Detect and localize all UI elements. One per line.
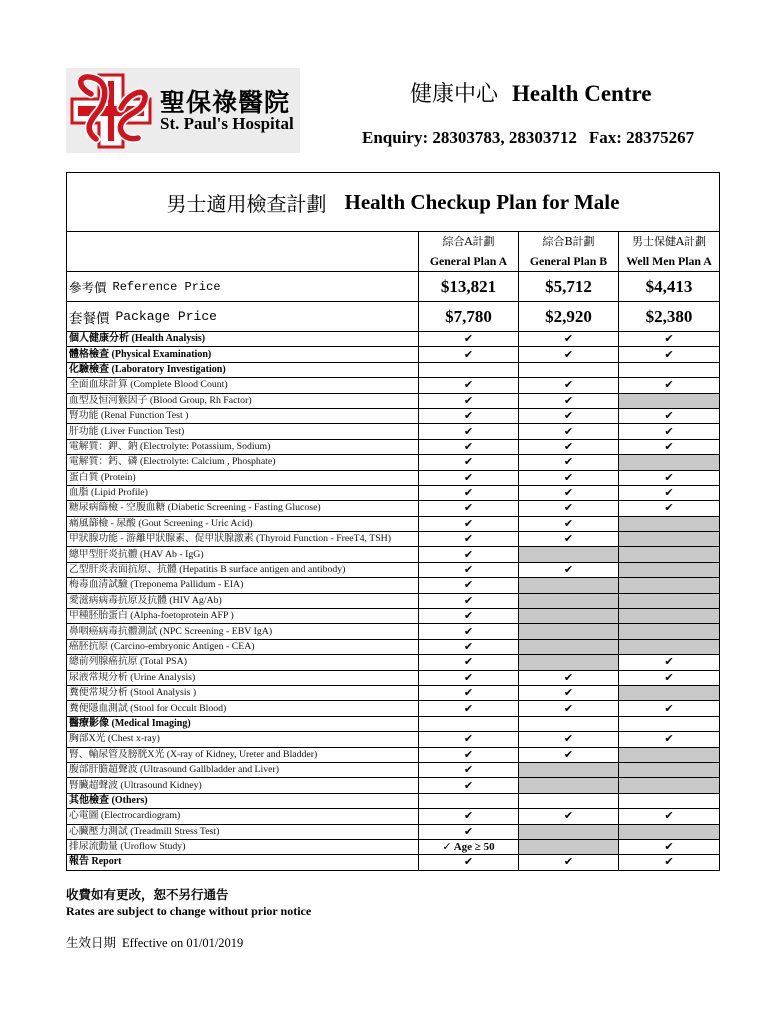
reference-price-value: $5,712 bbox=[518, 272, 618, 301]
included-check-mark: ✔ bbox=[518, 501, 618, 515]
included-check-mark: ✔ bbox=[518, 455, 618, 469]
included-check-mark: ✔ bbox=[418, 855, 518, 869]
included-check-mark: ✔ bbox=[518, 471, 618, 485]
included-check-mark: ✔ bbox=[618, 486, 719, 500]
test-item-row bbox=[67, 623, 719, 638]
not-included-cell bbox=[518, 655, 618, 669]
not-included-cell bbox=[618, 778, 719, 792]
included-check-mark: ✔ bbox=[418, 486, 518, 500]
section-row bbox=[67, 346, 719, 361]
included-check-mark: ✔ bbox=[518, 486, 618, 500]
test-item-label: 梅毒血清試驗 (Treponema Pallidum - EIA) bbox=[69, 579, 244, 591]
test-item-label: 排尿流動量 (Uroflow Study) bbox=[69, 841, 186, 853]
included-check-mark: ✔ bbox=[418, 686, 518, 700]
included-check-mark: ✔ bbox=[418, 409, 518, 423]
not-included-cell bbox=[518, 840, 618, 854]
plan-name-chinese: 男士保健A計劃 bbox=[632, 235, 706, 248]
included-check-mark: ✔ bbox=[418, 732, 518, 746]
test-item-row bbox=[67, 577, 719, 592]
included-check-mark: ✔ bbox=[418, 748, 518, 762]
package-price-value: $2,380 bbox=[618, 302, 719, 331]
section-label: 化驗檢查 (Laboratory Investigation) bbox=[69, 363, 226, 375]
included-check-mark: ✔ bbox=[418, 594, 518, 608]
included-check-mark: ✔ bbox=[518, 424, 618, 438]
plan-header-general-b bbox=[518, 232, 618, 271]
test-item-row bbox=[67, 408, 719, 423]
reference-price-value: $13,821 bbox=[418, 272, 518, 301]
price-label-english: Package Price bbox=[115, 309, 217, 324]
not-included-cell bbox=[618, 455, 719, 469]
section-label: 個人健康分析 (Health Analysis) bbox=[69, 333, 206, 345]
effective-date-chinese: 生效日期 bbox=[66, 935, 117, 950]
test-item-row bbox=[67, 808, 719, 823]
hospital-logo bbox=[66, 68, 300, 153]
not-included-cell bbox=[618, 763, 719, 777]
test-item-row bbox=[67, 839, 719, 854]
section-label: 體格檢查 (Physical Examination) bbox=[69, 348, 212, 360]
test-item-row bbox=[67, 516, 719, 531]
included-check-mark: ✔ bbox=[418, 547, 518, 561]
included-check-mark: ✔ bbox=[618, 424, 719, 438]
plan-name-english: Well Men Plan A bbox=[626, 254, 712, 268]
price-change-notice-chinese: 收費如有更改，恕不另行通告 bbox=[66, 887, 229, 902]
included-check-mark: ✔ bbox=[618, 855, 719, 869]
empty-cell bbox=[518, 794, 618, 808]
test-item-row bbox=[67, 562, 719, 577]
test-item-label: 腎、輸尿管及膀胱X光 (X-ray of Kidney, Ureter and Bladder) bbox=[69, 748, 318, 760]
included-check-mark: ✔ bbox=[518, 517, 618, 531]
included-check-mark: ✔ bbox=[418, 332, 518, 346]
included-check-mark: ✔ bbox=[418, 701, 518, 715]
not-included-cell bbox=[518, 609, 618, 623]
included-check-mark: ✔ bbox=[518, 748, 618, 762]
section-label: 其他檢查 (Others) bbox=[69, 794, 148, 806]
contact-line bbox=[362, 128, 694, 148]
plan-name-chinese: 綜合A計劃 bbox=[442, 235, 495, 248]
included-check-mark: ✔ bbox=[518, 809, 618, 823]
empty-cell bbox=[618, 363, 719, 377]
test-item-label: 糞便隱血測試 (Stool for Occult Blood) bbox=[69, 702, 227, 714]
not-included-cell bbox=[618, 624, 719, 638]
included-check-mark: ✔ bbox=[518, 563, 618, 577]
test-item-label: 腎功能 (Renal Function Test ) bbox=[69, 410, 189, 422]
included-check-mark: ✔ bbox=[518, 332, 618, 346]
test-item-label: 肝功能 (Liver Function Test) bbox=[69, 425, 185, 437]
empty-cell bbox=[418, 794, 518, 808]
test-item-row bbox=[67, 700, 719, 715]
included-check-mark: ✔ bbox=[418, 501, 518, 515]
included-check-mark: ✔ bbox=[418, 624, 518, 638]
section-row bbox=[67, 331, 719, 346]
test-item-row bbox=[67, 500, 719, 515]
reference-price-row bbox=[67, 271, 719, 301]
test-item-row bbox=[67, 639, 719, 654]
effective-date-english: Effective on 01/01/2019 bbox=[122, 936, 244, 950]
not-included-cell bbox=[518, 763, 618, 777]
header-blank-cell bbox=[67, 232, 418, 271]
not-included-cell bbox=[618, 825, 719, 839]
included-check-mark: ✔ bbox=[618, 378, 719, 392]
fax-number: Fax: 28375267 bbox=[588, 128, 695, 147]
empty-cell bbox=[518, 363, 618, 377]
test-item-label: 全面血球計算 (Complete Blood Count) bbox=[69, 379, 228, 391]
not-included-cell bbox=[618, 748, 719, 762]
not-included-cell bbox=[518, 825, 618, 839]
included-check-mark: ✔ bbox=[418, 578, 518, 592]
included-check-mark: ✔ bbox=[618, 655, 719, 669]
centre-name-chinese: 健康中心 bbox=[410, 82, 499, 107]
test-item-row bbox=[67, 439, 719, 454]
test-item-row bbox=[67, 593, 719, 608]
section-row bbox=[67, 854, 719, 869]
test-item-row bbox=[67, 393, 719, 408]
price-label-chinese: 套餐價 bbox=[69, 310, 110, 327]
test-item-label: 腹部肝膽超聲波 (Ultrasound Gallbladder and Liver) bbox=[69, 764, 280, 776]
table-title-row bbox=[67, 173, 719, 231]
price-label-chinese: 參考價 bbox=[69, 279, 107, 295]
included-check-mark: ✔ bbox=[418, 424, 518, 438]
included-check-mark: ✔ bbox=[618, 840, 719, 854]
not-included-cell bbox=[518, 624, 618, 638]
test-item-label: 尿液常規分析 (Urine Analysis) bbox=[69, 671, 196, 683]
included-check-mark: ✔ bbox=[418, 440, 518, 454]
not-included-cell bbox=[618, 394, 719, 408]
included-check-mark: ✔ bbox=[618, 332, 719, 346]
test-item-row bbox=[67, 762, 719, 777]
included-check-mark: ✔ bbox=[418, 655, 518, 669]
plan-header-general-a bbox=[418, 232, 518, 271]
test-item-row bbox=[67, 747, 719, 762]
not-included-cell bbox=[618, 532, 719, 546]
included-check-mark: ✔ bbox=[618, 501, 719, 515]
included-check-mark: ✔ bbox=[618, 409, 719, 423]
included-check-mark: ✔ bbox=[418, 532, 518, 546]
section-label: 報告 Report bbox=[69, 856, 122, 868]
test-item-label: 總前列腺癌抗原 (Total PSA) bbox=[69, 656, 187, 668]
included-check-mark: ✔ bbox=[418, 517, 518, 531]
section-row bbox=[67, 793, 719, 808]
empty-cell bbox=[618, 794, 719, 808]
not-included-cell bbox=[618, 517, 719, 531]
test-item-row bbox=[67, 731, 719, 746]
price-label-english: Reference Price bbox=[112, 279, 221, 294]
test-item-row bbox=[67, 546, 719, 561]
table-title-chinese: 男士適用檢查計劃 bbox=[166, 191, 327, 216]
checkup-plan-table bbox=[66, 172, 720, 871]
plan-header-row bbox=[67, 231, 719, 271]
included-check-mark: ✔ bbox=[418, 671, 518, 685]
test-item-label: 血型及恒河猴因子 (Blood Group, Rh Factor) bbox=[69, 394, 252, 406]
not-included-cell bbox=[618, 563, 719, 577]
not-included-cell bbox=[618, 578, 719, 592]
test-item-label: 乙型肝炎表面抗原、抗體 (Hepatitis B surface antigen and antibody) bbox=[69, 564, 346, 576]
test-item-row bbox=[67, 824, 719, 839]
section-row bbox=[67, 362, 719, 377]
included-check-mark: ✔ bbox=[618, 471, 719, 485]
included-check-mark: ✔ bbox=[518, 686, 618, 700]
test-item-row bbox=[67, 670, 719, 685]
empty-cell bbox=[618, 717, 719, 731]
included-check-mark: ✔ bbox=[418, 471, 518, 485]
hospital-name-chinese: 聖保祿醫院 bbox=[160, 88, 291, 117]
included-check-mark: ✔ bbox=[518, 701, 618, 715]
effective-date bbox=[66, 935, 243, 951]
enquiry-numbers: Enquiry: 28303783, 28303712 bbox=[362, 128, 577, 147]
test-item-row bbox=[67, 531, 719, 546]
test-item-row bbox=[67, 470, 719, 485]
test-item-row bbox=[67, 608, 719, 623]
not-included-cell bbox=[518, 547, 618, 561]
test-item-label: 心電圖 (Electrocardiogram) bbox=[69, 810, 181, 822]
included-check-mark: ✔ bbox=[618, 732, 719, 746]
test-item-label: 鼻咽癌病毒抗體測試 (NPC Screening - EBV IgA) bbox=[69, 625, 273, 637]
empty-cell bbox=[418, 717, 518, 731]
included-check-mark: ✔ bbox=[518, 855, 618, 869]
included-check-mark: ✔ bbox=[618, 809, 719, 823]
included-check-mark: ✔ bbox=[518, 732, 618, 746]
included-check-mark: ✔ bbox=[618, 440, 719, 454]
test-item-label: 糖尿病篩檢 - 空腹血糖 (Diabetic Screening - Fasting Glucose) bbox=[69, 502, 321, 514]
section-row bbox=[67, 716, 719, 731]
included-check-mark: ✔ bbox=[418, 347, 518, 361]
test-item-row bbox=[67, 654, 719, 669]
included-check-mark: ✔ bbox=[418, 778, 518, 792]
included-check-mark: ✔ bbox=[618, 671, 719, 685]
included-check-mark: ✔ bbox=[418, 563, 518, 577]
plan-header-well-men-a bbox=[618, 232, 719, 271]
not-included-cell bbox=[518, 778, 618, 792]
test-item-row bbox=[67, 454, 719, 469]
test-item-label: 糞便常規分析 (Stool Analysis ) bbox=[69, 687, 197, 699]
included-check-mark: ✔ bbox=[418, 763, 518, 777]
included-check-mark: ✔ bbox=[418, 394, 518, 408]
not-included-cell bbox=[618, 609, 719, 623]
test-item-row bbox=[67, 377, 719, 392]
test-item-row bbox=[67, 685, 719, 700]
plan-name-chinese: 綜合B計劃 bbox=[542, 235, 595, 248]
included-check-mark: ✔ bbox=[618, 347, 719, 361]
included-check-mark: ✔ bbox=[418, 378, 518, 392]
included-check-mark: ✔ bbox=[418, 609, 518, 623]
test-item-row bbox=[67, 423, 719, 438]
included-check-mark: ✔ bbox=[418, 825, 518, 839]
hospital-name-english: St. Paul's Hospital bbox=[160, 114, 294, 133]
reference-price-value: $4,413 bbox=[618, 272, 719, 301]
test-item-row bbox=[67, 485, 719, 500]
not-included-cell bbox=[618, 640, 719, 654]
included-check-mark: ✔ bbox=[418, 809, 518, 823]
test-item-label: 癌胚抗原 (Carcino-embryonic Antigen - CEA) bbox=[69, 641, 255, 652]
test-item-label: 血脂 (Lipid Profile) bbox=[69, 487, 148, 499]
test-item-label: 甲狀腺功能 - 游離甲狀腺素、促甲狀腺激素 (Thyroid Function - FreeT4, TSH) bbox=[69, 533, 392, 545]
test-item-label: 腎臟超聲波 (Ultrasound Kidney) bbox=[69, 779, 202, 791]
package-price-value: $2,920 bbox=[518, 302, 618, 331]
test-item-label: 愛滋病病毒抗原及抗體 (HIV Ag/Ab) bbox=[69, 594, 222, 606]
not-included-cell bbox=[518, 578, 618, 592]
conditional-check-mark: ✓ Age ≥ 50 bbox=[418, 840, 518, 854]
section-label: 醫療影像 (Medical Imaging) bbox=[69, 717, 191, 729]
test-item-label: 總甲型肝炎抗體 (HAV Ab - IgG) bbox=[69, 548, 204, 560]
test-item-label: 胸部X光 (Chest x-ray) bbox=[69, 733, 160, 745]
package-price-label bbox=[67, 302, 418, 331]
included-check-mark: ✔ bbox=[518, 378, 618, 392]
test-item-label: 甲種胚胎蛋白 (Alpha-foetoprotein AFP ) bbox=[69, 610, 234, 622]
plan-name-english: General Plan A bbox=[429, 254, 508, 268]
included-check-mark: ✔ bbox=[518, 394, 618, 408]
plan-name-english: General Plan B bbox=[529, 254, 608, 268]
test-item-label: 電解質：鈣、磷 (Electrolyte: Calcium , Phosphate) bbox=[69, 456, 276, 468]
test-item-label: 心臟壓力測試 (Treadmill Stress Test) bbox=[69, 825, 220, 837]
reference-price-label bbox=[67, 272, 418, 301]
not-included-cell bbox=[618, 594, 719, 608]
included-check-mark: ✔ bbox=[518, 671, 618, 685]
included-check-mark: ✔ bbox=[518, 409, 618, 423]
included-check-mark: ✔ bbox=[618, 701, 719, 715]
not-included-cell bbox=[618, 547, 719, 561]
empty-cell bbox=[518, 717, 618, 731]
package-price-value: $7,780 bbox=[418, 302, 518, 331]
package-price-row bbox=[67, 301, 719, 331]
test-item-label: 電解質：鉀、鈉 (Electrolyte: Potassium, Sodium) bbox=[69, 440, 271, 452]
included-check-mark: ✔ bbox=[418, 640, 518, 654]
test-item-row bbox=[67, 777, 719, 792]
not-included-cell bbox=[518, 594, 618, 608]
hospital-cross-logo-icon bbox=[69, 72, 153, 150]
test-item-label: 痛風篩檢 - 尿酸 (Gout Screening - Uric Acid) bbox=[69, 517, 253, 529]
included-check-mark: ✔ bbox=[418, 455, 518, 469]
table-title-english: Health Checkup Plan for Male bbox=[344, 189, 620, 214]
included-check-mark: ✔ bbox=[518, 440, 618, 454]
test-item-label: 蛋白質 (Protein) bbox=[69, 471, 136, 483]
empty-cell bbox=[418, 363, 518, 377]
included-check-mark: ✔ bbox=[518, 532, 618, 546]
not-included-cell bbox=[618, 686, 719, 700]
centre-name-english: Health Centre bbox=[512, 81, 652, 106]
not-included-cell bbox=[518, 640, 618, 654]
included-check-mark: ✔ bbox=[518, 347, 618, 361]
price-change-notice-english: Rates are subject to change without prior notice bbox=[66, 904, 312, 918]
page-heading bbox=[410, 80, 651, 108]
